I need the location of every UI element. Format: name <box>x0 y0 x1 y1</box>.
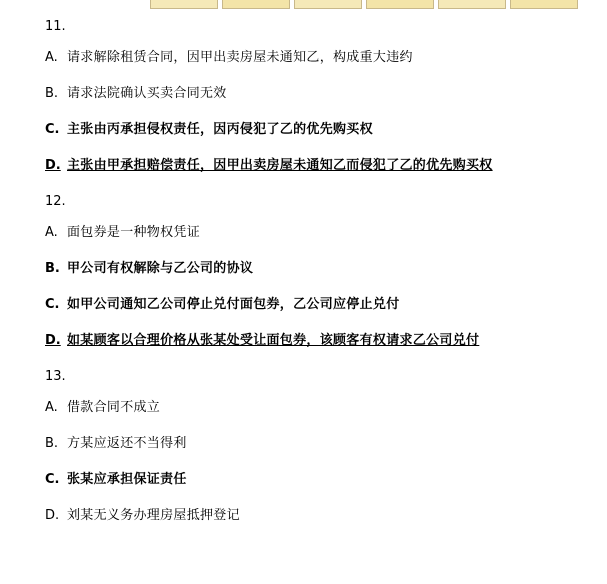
option-label: A. <box>45 400 58 415</box>
option-text: 请求法院确认买卖合同无效 <box>67 86 227 101</box>
option-label: B. <box>45 86 59 101</box>
option-row[interactable] <box>45 287 607 323</box>
option-text: 方某应返还不当得利 <box>67 436 187 451</box>
option-text: 张某应承担保证责任 <box>67 472 187 487</box>
tab-chip-3[interactable] <box>294 0 362 9</box>
question-number: 11. <box>45 19 66 34</box>
option-label: B. <box>45 261 60 276</box>
option-row[interactable] <box>45 426 607 462</box>
option-row-highlighted[interactable] <box>45 323 607 359</box>
question-number: 13. <box>45 369 66 384</box>
option-label: D. <box>45 508 60 523</box>
option-label: C. <box>45 297 60 312</box>
option-row[interactable] <box>45 251 607 287</box>
tab-chip-6[interactable] <box>510 0 578 9</box>
document-page <box>0 9 607 584</box>
option-row-highlighted[interactable] <box>45 148 607 184</box>
option-text: 刘某无义务办理房屋抵押登记 <box>67 508 240 523</box>
option-row[interactable] <box>45 498 607 534</box>
option-row[interactable] <box>45 215 607 251</box>
option-text: 甲公司有权解除与乙公司的协议 <box>67 261 254 276</box>
tab-chip-4[interactable] <box>366 0 434 9</box>
browser-tab-strip <box>0 0 607 9</box>
option-row[interactable] <box>45 462 607 498</box>
question-block <box>0 359 607 534</box>
question-number: 12. <box>45 194 66 209</box>
option-label: B. <box>45 436 59 451</box>
option-label: C. <box>45 472 60 487</box>
tab-chip-1[interactable] <box>150 0 218 9</box>
option-text: 主张由丙承担侵权责任，因丙侵犯了乙的优先购买权 <box>67 122 373 137</box>
option-label: D. <box>45 158 61 173</box>
option-row[interactable] <box>45 40 607 76</box>
option-row[interactable] <box>45 390 607 426</box>
option-row[interactable] <box>45 112 607 148</box>
question-block <box>0 184 607 359</box>
option-label: C. <box>45 122 60 137</box>
option-label: D. <box>45 333 61 348</box>
tab-chip-2[interactable] <box>222 0 290 9</box>
tab-chip-5[interactable] <box>438 0 506 9</box>
option-text: 主张由甲承担赔偿责任，因甲出卖房屋未通知乙而侵犯了乙的优先购买权 <box>67 158 493 173</box>
option-text: 借款合同不成立 <box>67 400 161 415</box>
option-text: 请求解除租赁合同，因甲出卖房屋未通知乙，构成重大违约 <box>67 50 413 65</box>
question-block <box>0 9 607 184</box>
option-text: 如甲公司通知乙公司停止兑付面包券，乙公司应停止兑付 <box>67 297 400 312</box>
option-label: A. <box>45 50 58 65</box>
option-text: 面包券是一种物权凭证 <box>67 225 201 240</box>
option-label: A. <box>45 225 58 240</box>
option-text: 如某顾客以合理价格从张某处受让面包券，该顾客有权请求乙公司兑付 <box>67 333 480 348</box>
option-row[interactable] <box>45 76 607 112</box>
